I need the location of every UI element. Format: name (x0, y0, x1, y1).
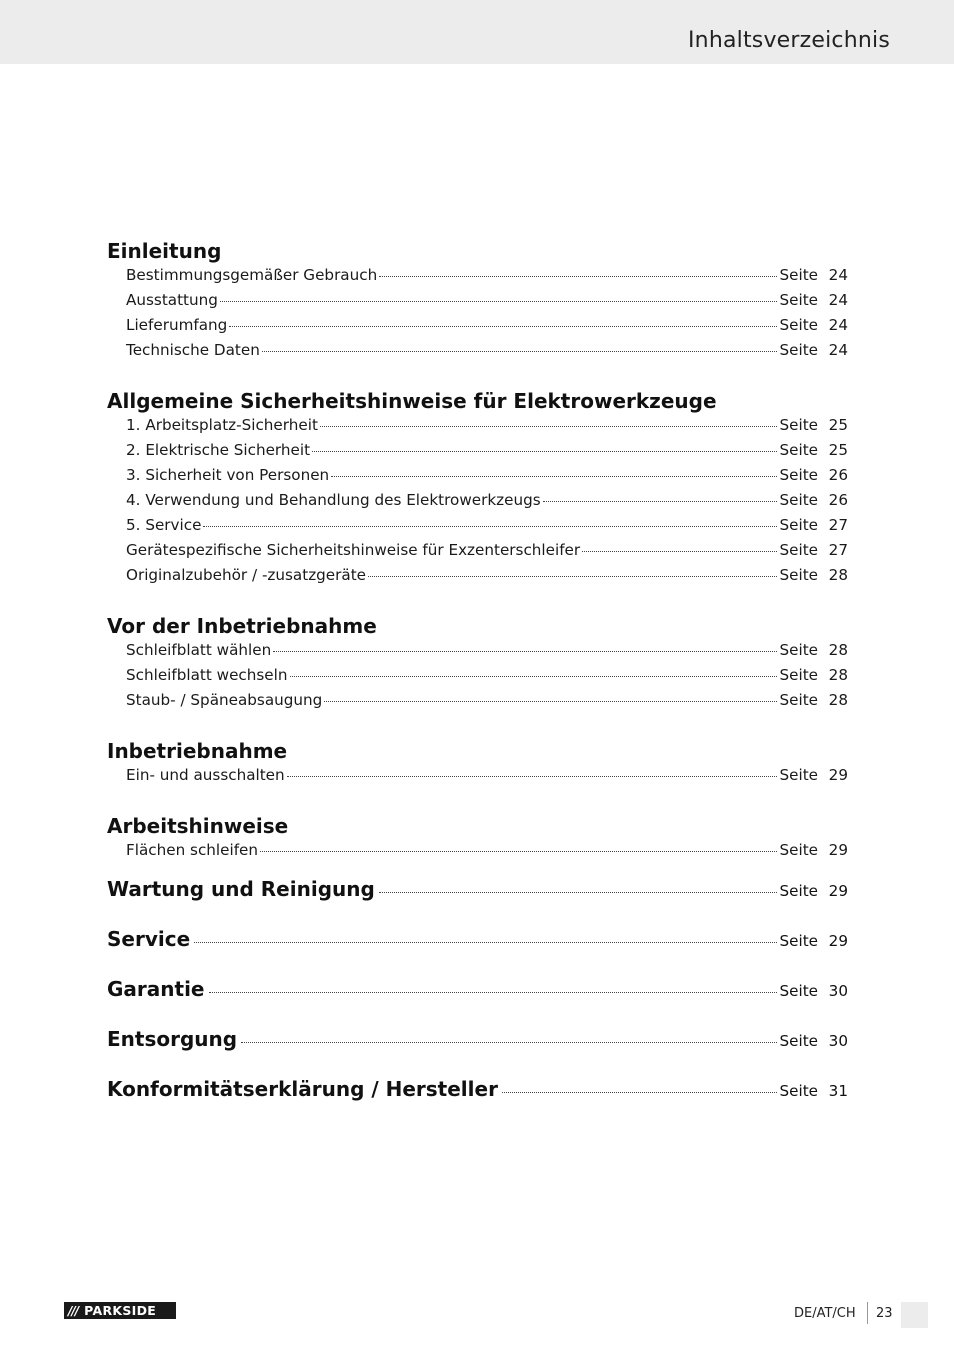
entry-page: 30 (828, 1032, 848, 1050)
entry-page: 29 (828, 841, 848, 859)
section-title: Entsorgung (107, 1027, 238, 1051)
entry-label: Flächen schleifen (126, 841, 259, 859)
section-title: Arbeitshinweise (107, 814, 289, 838)
dot-leader (229, 326, 777, 327)
entry-label: Bestimmungsgemäßer Gebrauch (126, 266, 378, 284)
dot-leader (582, 551, 777, 552)
entry-label: Staub- / Späneabsaugung (126, 691, 323, 709)
seite-label: Seite (779, 266, 818, 284)
dot-leader (220, 301, 778, 302)
dot-leader (262, 351, 778, 352)
toc-entry[interactable] (126, 691, 848, 716)
section-title: Allgemeine Sicherheitshinweise für Elektrowerkzeuge (107, 389, 717, 413)
dot-leader (241, 1042, 777, 1043)
seite-label: Seite (779, 766, 818, 784)
toc-section-inbetriebnahme (107, 738, 848, 791)
entry-label: Schleifblatt wechseln (126, 666, 288, 684)
toc-section-sicherheitshinweise (107, 388, 848, 591)
section-title: Wartung und Reinigung (107, 877, 375, 901)
dot-leader (312, 451, 777, 452)
seite-label: Seite (779, 541, 818, 559)
entry-page: 26 (828, 491, 848, 509)
toc-heading-entry[interactable] (107, 916, 848, 966)
dot-leader (260, 851, 777, 852)
entry-label: Ausstattung (126, 291, 218, 309)
entry-page: 30 (828, 982, 848, 1000)
section-title: Vor der Inbetriebnahme (107, 614, 377, 638)
parkside-logo (64, 1302, 176, 1319)
seite-label: Seite (779, 691, 818, 709)
seite-label: Seite (779, 516, 818, 534)
section-title: Service (107, 927, 191, 951)
toc-entry[interactable] (126, 766, 848, 791)
seite-label: Seite (779, 666, 818, 684)
entry-label: 5. Service (126, 516, 202, 534)
entry-label: Lieferumfang (126, 316, 228, 334)
entry-page: 24 (828, 291, 848, 309)
entry-label: Originalzubehör / -zusatzgeräte (126, 566, 367, 584)
entry-label: 4. Verwendung und Behandlung des Elektrowerkzeugs (126, 491, 541, 509)
entry-label: Technische Daten (126, 341, 260, 359)
footer-page-number: 23 (876, 1306, 893, 1321)
dot-leader (502, 1092, 778, 1093)
seite-label: Seite (779, 466, 818, 484)
toc-entry[interactable] (126, 341, 848, 366)
entry-page: 25 (828, 441, 848, 459)
seite-label: Seite (779, 491, 818, 509)
entry-page: 28 (828, 566, 848, 584)
entry-page: 28 (828, 666, 848, 684)
entry-page: 27 (828, 541, 848, 559)
section-title: Einleitung (107, 239, 222, 263)
toc-entry[interactable] (126, 416, 848, 441)
dot-leader (368, 576, 777, 577)
entry-label: 3. Sicherheit von Personen (126, 466, 330, 484)
dot-leader (324, 701, 777, 702)
toc-heading-entry[interactable] (107, 1016, 848, 1066)
seite-label: Seite (779, 841, 818, 859)
seite-label: Seite (779, 341, 818, 359)
footer-tab (901, 1302, 928, 1328)
dot-leader (209, 992, 778, 993)
toc-section-arbeitshinweise (107, 813, 848, 866)
toc-entry[interactable] (126, 466, 848, 491)
dot-leader (287, 776, 778, 777)
dot-leader (203, 526, 777, 527)
toc-entry[interactable] (126, 266, 848, 291)
toc-entry[interactable] (126, 541, 848, 566)
logo-mark: /// (68, 1303, 79, 1318)
seite-label: Seite (779, 932, 818, 950)
toc-heading-entry[interactable] (107, 866, 848, 916)
entry-page: 28 (828, 641, 848, 659)
toc-entry[interactable] (126, 291, 848, 316)
entry-label: 2. Elektrische Sicherheit (126, 441, 311, 459)
dot-leader (379, 892, 778, 893)
seite-label: Seite (779, 641, 818, 659)
entry-page: 24 (828, 316, 848, 334)
table-of-contents (107, 238, 848, 1116)
dot-leader (273, 651, 777, 652)
toc-entry[interactable] (126, 841, 848, 866)
entry-page: 28 (828, 691, 848, 709)
dot-leader (194, 942, 777, 943)
toc-entry[interactable] (126, 641, 848, 666)
entry-page: 29 (828, 766, 848, 784)
entry-page: 26 (828, 466, 848, 484)
seite-label: Seite (779, 982, 818, 1000)
dot-leader (331, 476, 777, 477)
entry-page: 31 (828, 1082, 848, 1100)
logo-text: PARKSIDE (84, 1303, 157, 1318)
seite-label: Seite (779, 316, 818, 334)
entry-page: 27 (828, 516, 848, 534)
footer-divider (867, 1302, 868, 1324)
seite-label: Seite (779, 1032, 818, 1050)
toc-section-vor-der-inbetriebnahme (107, 613, 848, 716)
dot-leader (379, 276, 777, 277)
toc-entry[interactable] (126, 441, 848, 466)
entry-page: 25 (828, 416, 848, 434)
toc-entry[interactable] (126, 491, 848, 516)
toc-entry[interactable] (126, 516, 848, 541)
toc-heading-entry[interactable] (107, 966, 848, 1016)
entry-label: 1. Arbeitsplatz-Sicherheit (126, 416, 318, 434)
seite-label: Seite (779, 882, 818, 900)
entry-label: Ein- und ausschalten (126, 766, 285, 784)
seite-label: Seite (779, 441, 818, 459)
seite-label: Seite (779, 566, 818, 584)
seite-label: Seite (779, 291, 818, 309)
section-title: Inbetriebnahme (107, 739, 288, 763)
toc-entry[interactable] (126, 316, 848, 341)
section-title: Garantie (107, 977, 205, 1001)
section-title: Konformitätserklärung / Hersteller (107, 1077, 498, 1101)
dot-leader (543, 501, 778, 502)
dot-leader (290, 676, 778, 677)
entry-label: Gerätespezifische Sicherheitshinweise für Exzenterschleifer (126, 541, 581, 559)
entry-label: Schleifblatt wählen (126, 641, 272, 659)
entry-page: 24 (828, 341, 848, 359)
seite-label: Seite (779, 1082, 818, 1100)
page-title: Inhaltsverzeichnis (687, 28, 890, 53)
toc-heading-entry[interactable] (107, 1066, 848, 1116)
toc-entry[interactable] (126, 666, 848, 691)
footer-language: DE/AT/CH (794, 1306, 856, 1321)
toc-entry[interactable] (126, 566, 848, 591)
entry-page: 24 (828, 266, 848, 284)
dot-leader (320, 426, 778, 427)
header-bar (0, 0, 954, 64)
seite-label: Seite (779, 416, 818, 434)
entry-page: 29 (828, 882, 848, 900)
entry-page: 29 (828, 932, 848, 950)
toc-section-einleitung (107, 238, 848, 366)
